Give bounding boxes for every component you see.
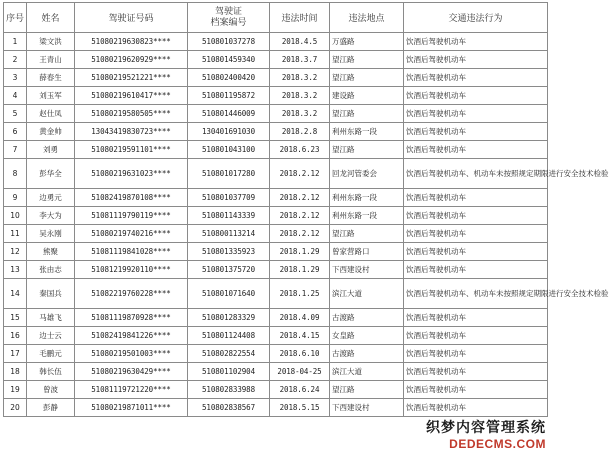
table-row (4, 381, 548, 399)
cell-number: 10 (4, 207, 27, 225)
cell-license-number: 51080219740216**** (75, 225, 188, 243)
cell-name: 彭华全 (27, 159, 75, 189)
cell-name: 边勇元 (27, 189, 75, 207)
cell-date: 2018.2.12 (270, 189, 330, 207)
cell-location: 利州东路一段 (330, 207, 404, 225)
cell-location: 望江路 (330, 69, 404, 87)
cell-violation: 饮酒后驾驶机动车 (404, 399, 548, 417)
header-id: 驾驶证号码 (75, 3, 188, 33)
cell-name: 彭静 (27, 399, 75, 417)
cell-license-number: 51080219591101**** (75, 141, 188, 159)
cell-date: 2018.3.2 (270, 87, 330, 105)
cell-name: 吴永刚 (27, 225, 75, 243)
cell-violation: 饮酒后驾驶机动车 (404, 327, 548, 345)
table-row (4, 123, 548, 141)
cell-file-number: 510802400420 (188, 69, 270, 87)
cell-file-number: 510801283329 (188, 309, 270, 327)
cell-name: 韩长伍 (27, 363, 75, 381)
cell-date: 2018.2.8 (270, 123, 330, 141)
cell-name: 边士云 (27, 327, 75, 345)
cell-location: 古渡路 (330, 345, 404, 363)
cell-location: 望江路 (330, 381, 404, 399)
cell-file-number: 130401691030 (188, 123, 270, 141)
cell-license-number: 51080219521221**** (75, 69, 188, 87)
cell-file-number: 510801037278 (188, 33, 270, 51)
cell-violation: 饮酒后驾驶机动车 (404, 261, 548, 279)
cell-name: 薛春生 (27, 69, 75, 87)
cell-violation: 饮酒后驾驶机动车 (404, 105, 548, 123)
cell-license-number: 51080219610417**** (75, 87, 188, 105)
table-row (4, 327, 548, 345)
table-row (4, 363, 548, 381)
header-license-line2: 档案编号 (210, 17, 247, 28)
table-row (4, 225, 548, 243)
cell-file-number: 510801102904 (188, 363, 270, 381)
cell-license-number: 13043419830723**** (75, 123, 188, 141)
cell-violation: 饮酒后驾驶机动车 (404, 87, 548, 105)
cell-number: 8 (4, 159, 27, 189)
cell-license-number: 51080219871011**** (75, 399, 188, 417)
cell-number: 2 (4, 51, 27, 69)
cell-date: 2018.2.12 (270, 159, 330, 189)
cell-name: 黄金帅 (27, 123, 75, 141)
cell-number: 5 (4, 105, 27, 123)
cell-license-number: 51081219920110**** (75, 261, 188, 279)
cell-violation: 饮酒后驾驶机动车 (404, 309, 548, 327)
table-row (4, 345, 548, 363)
cell-location: 滨江大道 (330, 363, 404, 381)
cell-location: 古渡路 (330, 309, 404, 327)
cell-location: 下西建设村 (330, 261, 404, 279)
cell-number: 7 (4, 141, 27, 159)
cell-number: 9 (4, 189, 27, 207)
cell-violation: 饮酒后驾驶机动车 (404, 123, 548, 141)
table-row (4, 309, 548, 327)
table-row (4, 87, 548, 105)
cell-number: 12 (4, 243, 27, 261)
table-row (4, 399, 548, 417)
cell-date: 2018.2.12 (270, 207, 330, 225)
cell-location: 望江路 (330, 105, 404, 123)
violations-table (3, 2, 609, 417)
cell-location: 望江路 (330, 51, 404, 69)
cell-number: 16 (4, 327, 27, 345)
table-row (4, 33, 548, 51)
header-act: 交通违法行为 (404, 3, 548, 33)
cell-license-number: 51081119841028**** (75, 243, 188, 261)
cell-violation: 饮酒后驾驶机动车 (404, 363, 548, 381)
cell-file-number: 510800113214 (188, 225, 270, 243)
cell-name: 赵仕凤 (27, 105, 75, 123)
cell-violation: 饮酒后驾驶机动车 (404, 189, 548, 207)
cell-number: 1 (4, 33, 27, 51)
cell-name: 张由志 (27, 261, 75, 279)
cell-license-number: 51082419841226**** (75, 327, 188, 345)
header-license-file (188, 3, 270, 33)
cell-violation: 饮酒后驾驶机动车 (404, 51, 548, 69)
cell-date: 2018.3.7 (270, 51, 330, 69)
cell-date: 2018.4.15 (270, 327, 330, 345)
cell-date: 2018.1.29 (270, 243, 330, 261)
table-row (4, 243, 548, 261)
cell-violation: 饮酒后驾驶机动车 (404, 33, 548, 51)
cell-location: 万盛路 (330, 33, 404, 51)
cell-name: 王青山 (27, 51, 75, 69)
cell-file-number: 510801043100 (188, 141, 270, 159)
cell-number: 20 (4, 399, 27, 417)
table-row (4, 261, 548, 279)
header-name: 姓名 (27, 3, 75, 33)
cell-name: 熊聚 (27, 243, 75, 261)
cell-date: 2018.1.29 (270, 261, 330, 279)
cell-date: 2018.5.15 (270, 399, 330, 417)
cell-license-number: 51080219630429**** (75, 363, 188, 381)
cell-name: 秦国兵 (27, 279, 75, 309)
cell-name: 马雄飞 (27, 309, 75, 327)
cell-license-number: 51082219760228**** (75, 279, 188, 309)
table-row (4, 189, 548, 207)
cell-date: 2018-04-25 (270, 363, 330, 381)
cell-number: 4 (4, 87, 27, 105)
cell-number: 17 (4, 345, 27, 363)
cell-date: 2018.3.2 (270, 69, 330, 87)
cell-location: 回龙河管委会 (330, 159, 404, 189)
cell-date: 2018.3.2 (270, 105, 330, 123)
watermark-url: DEDECMS.COM (449, 437, 546, 451)
cell-license-number: 51082419870108**** (75, 189, 188, 207)
cell-violation: 饮酒后驾驶机动车 (404, 381, 548, 399)
table-row (4, 105, 548, 123)
cell-file-number: 510801124408 (188, 327, 270, 345)
cell-license-number: 51081119790119**** (75, 207, 188, 225)
cell-date: 2018.1.25 (270, 279, 330, 309)
cell-file-number: 510801037709 (188, 189, 270, 207)
cell-date: 2018.2.12 (270, 225, 330, 243)
table-row (4, 207, 548, 225)
cell-location: 曾家营路口 (330, 243, 404, 261)
cell-location: 建设路 (330, 87, 404, 105)
table-row (4, 51, 548, 69)
cell-location: 利州东路一段 (330, 123, 404, 141)
cell-license-number: 51081119721220**** (75, 381, 188, 399)
cell-number: 18 (4, 363, 27, 381)
cell-file-number: 510801017280 (188, 159, 270, 189)
cell-violation: 饮酒后驾驶机动车 (404, 225, 548, 243)
cell-license-number: 51080219630823**** (75, 33, 188, 51)
cell-file-number: 510801446009 (188, 105, 270, 123)
cell-violation: 饮酒后驾驶机动车 (404, 141, 548, 159)
cell-name: 刘勇 (27, 141, 75, 159)
table-body (4, 33, 609, 417)
cell-date: 2018.4.09 (270, 309, 330, 327)
cell-violation: 饮酒后驾驶机动车 (404, 69, 548, 87)
cell-file-number: 510801375720 (188, 261, 270, 279)
table-row (4, 159, 548, 189)
cell-file-number: 510802838567 (188, 399, 270, 417)
cell-violation: 饮酒后驾驶机动车、机动车未按照规定期限进行安全技术检验 (404, 159, 548, 189)
cell-number: 14 (4, 279, 27, 309)
header-place: 违法地点 (330, 3, 404, 33)
cell-number: 6 (4, 123, 27, 141)
cell-file-number: 510802833988 (188, 381, 270, 399)
cell-file-number: 510801071640 (188, 279, 270, 309)
header-date: 违法时间 (270, 3, 330, 33)
cell-name: 曾波 (27, 381, 75, 399)
cell-file-number: 510801143339 (188, 207, 270, 225)
table-row (4, 69, 548, 87)
cell-location: 下西建设村 (330, 399, 404, 417)
cell-location: 望江路 (330, 141, 404, 159)
cell-name: 刘玉军 (27, 87, 75, 105)
watermark-cn: 织梦内容管理系统 (426, 420, 546, 436)
cell-number: 3 (4, 69, 27, 87)
table-row (4, 279, 548, 309)
cell-file-number: 510801459340 (188, 51, 270, 69)
cell-license-number: 51080219501003**** (75, 345, 188, 363)
cell-violation: 饮酒后驾驶机动车、机动车未按照规定期限进行安全技术检验 (404, 279, 548, 309)
watermark (426, 417, 546, 451)
cell-file-number: 510801195872 (188, 87, 270, 105)
cell-license-number: 51080219620929**** (75, 51, 188, 69)
cell-violation: 饮酒后驾驶机动车 (404, 207, 548, 225)
cell-file-number: 510802822554 (188, 345, 270, 363)
cell-license-number: 51080219580505**** (75, 105, 188, 123)
cell-number: 19 (4, 381, 27, 399)
cell-violation: 饮酒后驾驶机动车 (404, 345, 548, 363)
cell-name: 李大为 (27, 207, 75, 225)
cell-license-number: 51080219631023**** (75, 159, 188, 189)
cell-number: 11 (4, 225, 27, 243)
cell-file-number: 510801335923 (188, 243, 270, 261)
header-row (4, 3, 548, 33)
cell-date: 2018.6.24 (270, 381, 330, 399)
cell-violation: 饮酒后驾驶机动车 (404, 243, 548, 261)
cell-number: 13 (4, 261, 27, 279)
header-no: 序号 (4, 3, 27, 33)
cell-number: 15 (4, 309, 27, 327)
cell-name: 毛鹏元 (27, 345, 75, 363)
cell-name: 梁文洪 (27, 33, 75, 51)
table-row (4, 141, 548, 159)
cell-location: 滨江大道 (330, 279, 404, 309)
cell-date: 2018.6.10 (270, 345, 330, 363)
cell-date: 2018.6.23 (270, 141, 330, 159)
cell-location: 女皇路 (330, 327, 404, 345)
cell-location: 望江路 (330, 225, 404, 243)
cell-date: 2018.4.5 (270, 33, 330, 51)
header-license-line1: 驾驶证 (214, 6, 242, 17)
cell-location: 利州东路一段 (330, 189, 404, 207)
cell-license-number: 51081119870928**** (75, 309, 188, 327)
